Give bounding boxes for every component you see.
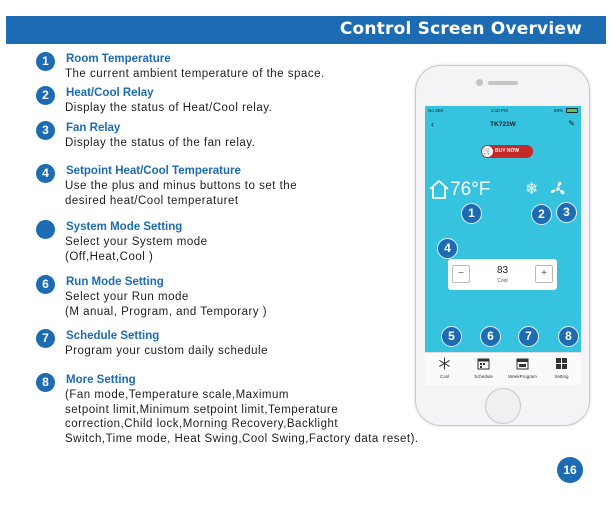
snowflake-icon: [438, 357, 451, 370]
tab-label: Schedule: [474, 374, 493, 379]
item-description: Program your custom daily schedule: [65, 345, 268, 357]
status-time: 2:10 PM: [491, 108, 508, 113]
item-number-badge: 7: [36, 329, 55, 348]
app-main-area: [425, 106, 581, 352]
callout-2: 2: [531, 204, 552, 225]
snowflake-icon: ❄: [525, 181, 539, 198]
setpoint-value: 83: [496, 265, 509, 276]
item-number-badge: 8: [36, 373, 55, 392]
status-bar: [425, 106, 581, 115]
tab-setting[interactable]: [542, 353, 581, 385]
item-title: Heat/Cool Relay: [66, 87, 154, 99]
setpoint-minus-button[interactable]: −: [452, 265, 470, 283]
page-number: 16: [557, 457, 583, 483]
item-description: Use the plus and minus buttons to set the desired heat/Cool temperaturet: [65, 180, 298, 207]
fan-icon: [549, 180, 567, 198]
tab-label: Cool: [439, 374, 450, 379]
tab-schedule[interactable]: [464, 353, 503, 385]
item-number-badge: 3: [36, 121, 55, 140]
item-title: Run Mode Setting: [66, 276, 164, 288]
tab-cool[interactable]: [425, 353, 464, 385]
battery-percent: 88%: [553, 108, 563, 113]
item-title: System Mode Setting: [66, 221, 183, 233]
item-description: Display the status of the fan relay.: [65, 137, 256, 149]
grid-icon: [555, 357, 568, 370]
page-title: Control Screen Overview: [339, 19, 582, 39]
week-calendar-icon: [516, 357, 529, 370]
phone-screen: [425, 106, 581, 385]
item-description: Display the status of Heat/Cool relay.: [65, 102, 273, 114]
edit-icon[interactable]: ✎: [568, 119, 575, 128]
setpoint-plus-button[interactable]: +: [535, 265, 553, 283]
item-number-badge: 1: [36, 52, 55, 71]
tab-label: WeekProgram: [508, 374, 537, 379]
home-button[interactable]: [485, 388, 521, 424]
carrier-label: No SIM: [428, 108, 444, 113]
buy-now-label: BUY NOW: [495, 148, 520, 154]
tab-label: Setting: [554, 374, 569, 379]
house-icon: [428, 178, 450, 200]
setpoint-mode-label: Cool: [497, 278, 508, 284]
callout-3: 3: [556, 202, 577, 223]
phone-mockup: [415, 65, 590, 426]
back-icon[interactable]: ‹: [431, 119, 434, 129]
item-description: (Fan mode,Temperature scale,Maximum setpoint limit,Minimum setpoint limit,Temperature correction,Child lock,Morning Recovery,Backlight Switch,Time mode, Heat Swing,Cool Swing,Factory data reset).: [65, 389, 419, 445]
buy-now-button[interactable]: [481, 145, 533, 158]
tab-weekprogram[interactable]: [503, 353, 542, 385]
calendar-icon: [477, 357, 490, 370]
header-bar: [6, 16, 606, 44]
item-title: Room Temperature: [66, 53, 171, 65]
cart-icon: 🛒: [483, 148, 492, 155]
room-temperature-value: 76°F: [450, 179, 491, 200]
setpoint-control: [448, 259, 557, 290]
speaker-grille: [488, 81, 518, 85]
item-number-badge: 4: [36, 164, 55, 183]
camera-icon: [476, 79, 483, 86]
callout-5: 5: [441, 326, 462, 347]
callout-1: 1: [461, 203, 482, 224]
callout-8: 8: [558, 326, 579, 347]
item-number-badge: [36, 220, 55, 239]
callout-7: 7: [518, 326, 539, 347]
item-title: More Setting: [66, 374, 136, 386]
item-title: Setpoint Heat/Cool Temperature: [66, 165, 241, 177]
item-title: Schedule Setting: [66, 330, 160, 342]
item-description: Select your Run mode (M anual, Program, and Temporary ): [65, 291, 268, 318]
bottom-tab-bar: [425, 352, 581, 385]
item-number-badge: 2: [36, 86, 55, 105]
device-title: TK721W: [490, 121, 516, 128]
battery-icon: [566, 108, 578, 113]
item-description: The current ambient temperature of the space.: [65, 68, 325, 80]
item-title: Fan Relay: [66, 122, 121, 134]
item-number-badge: 6: [36, 275, 55, 294]
callout-4: 4: [437, 238, 458, 259]
item-description: Select your System mode (Off,Heat,Cool ): [65, 236, 208, 263]
callout-6: 6: [480, 326, 501, 347]
